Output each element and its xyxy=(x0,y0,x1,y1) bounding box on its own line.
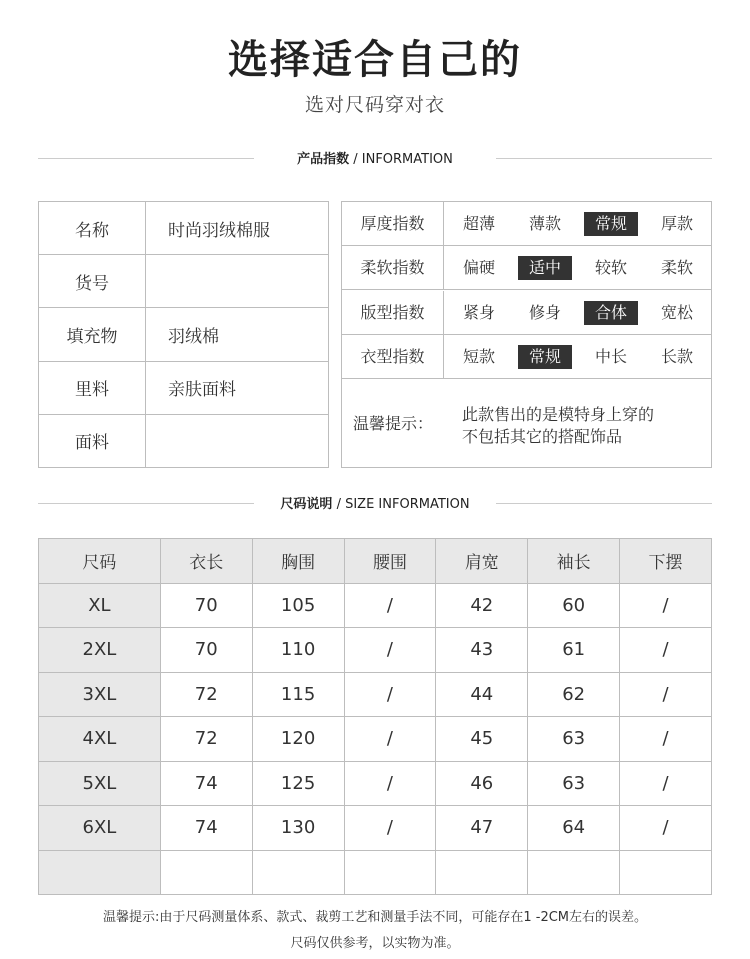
info-key: 面料 xyxy=(39,414,146,467)
measure-cell: 74 xyxy=(160,806,252,851)
info-value xyxy=(146,414,329,467)
measure-cell xyxy=(620,850,712,895)
measure-cell: 70 xyxy=(160,628,252,673)
measure-cell: 60 xyxy=(528,583,620,628)
measure-cell xyxy=(160,850,252,895)
section-title-en: / INFORMATION xyxy=(349,152,453,167)
index-option-selected: 适中 xyxy=(518,256,572,280)
column-header: 肩宽 xyxy=(436,539,528,584)
measure-cell: / xyxy=(344,806,436,851)
measure-cell: 45 xyxy=(436,717,528,762)
measure-cell: 63 xyxy=(528,717,620,762)
section-title-cn: 尺码说明 xyxy=(280,497,333,512)
tips-line: 此款售出的是模特身上穿的 xyxy=(462,405,655,424)
measure-cell: / xyxy=(620,761,712,806)
measure-cell: 115 xyxy=(252,672,344,717)
info-key: 里料 xyxy=(39,361,146,414)
index-row-thickness xyxy=(342,202,711,246)
size-cell: 3XL xyxy=(39,672,161,717)
column-header: 胸围 xyxy=(252,539,344,584)
measure-cell: / xyxy=(620,672,712,717)
index-row-length xyxy=(342,335,711,379)
measure-cell xyxy=(252,850,344,895)
info-value: 亲肤面料 xyxy=(146,361,329,414)
table-row xyxy=(39,308,329,361)
measure-cell: 61 xyxy=(528,628,620,673)
info-key: 填充物 xyxy=(39,308,146,361)
size-cell xyxy=(39,850,161,895)
measure-cell: / xyxy=(620,628,712,673)
index-label: 柔软指数 xyxy=(342,246,444,289)
index-option-selected: 合体 xyxy=(584,301,638,325)
measure-cell xyxy=(528,850,620,895)
index-option-selected: 常规 xyxy=(584,212,638,236)
index-option: 短款 xyxy=(462,347,495,366)
column-header: 尺码 xyxy=(39,539,161,584)
info-key: 名称 xyxy=(39,202,146,255)
measure-cell: 70 xyxy=(160,583,252,628)
column-header: 腰围 xyxy=(344,539,436,584)
index-option: 较软 xyxy=(594,258,627,277)
measure-cell: 43 xyxy=(436,628,528,673)
measure-cell: 125 xyxy=(252,761,344,806)
measure-cell: 120 xyxy=(252,717,344,762)
product-info-table xyxy=(38,201,329,468)
info-key: 货号 xyxy=(39,255,146,308)
divider-right xyxy=(496,158,712,159)
column-header: 袖长 xyxy=(528,539,620,584)
footer-note: 尺码仅供参考，以实物为准。 xyxy=(290,936,460,951)
table-row xyxy=(39,202,329,255)
table-row xyxy=(39,414,329,467)
page-subtitle: 选对尺码穿对衣 xyxy=(304,94,445,116)
size-section-header xyxy=(38,493,712,513)
product-index-panel xyxy=(341,201,712,468)
index-option: 宽松 xyxy=(660,303,693,322)
index-option: 厚款 xyxy=(660,214,693,233)
measure-cell: 62 xyxy=(528,672,620,717)
index-label: 版型指数 xyxy=(342,291,444,334)
measure-cell: 63 xyxy=(528,761,620,806)
measure-cell: 47 xyxy=(436,806,528,851)
column-header: 衣长 xyxy=(160,539,252,584)
product-section-header xyxy=(38,148,712,168)
table-row xyxy=(39,583,712,628)
size-table xyxy=(38,538,712,895)
measure-cell: 64 xyxy=(528,806,620,851)
table-row xyxy=(39,850,712,895)
tips-line: 不包括其它的搭配饰品 xyxy=(462,427,623,446)
info-value: 羽绒棉 xyxy=(146,308,329,361)
measure-cell: / xyxy=(344,583,436,628)
measure-cell: / xyxy=(620,806,712,851)
table-header-row xyxy=(39,539,712,584)
size-cell: 5XL xyxy=(39,761,161,806)
measure-cell: 110 xyxy=(252,628,344,673)
measure-cell: / xyxy=(344,717,436,762)
index-row-fit xyxy=(342,291,711,335)
index-option: 紧身 xyxy=(462,303,495,322)
divider-right xyxy=(496,503,712,504)
table-row xyxy=(39,628,712,673)
measure-cell: 72 xyxy=(160,672,252,717)
size-cell: XL xyxy=(39,583,161,628)
info-value xyxy=(146,255,329,308)
section-title-cn: 产品指数 xyxy=(297,152,350,167)
section-title-en: / SIZE INFORMATION xyxy=(332,497,470,512)
measure-cell: / xyxy=(344,628,436,673)
measure-cell: 42 xyxy=(436,583,528,628)
measure-cell: 130 xyxy=(252,806,344,851)
measure-cell xyxy=(344,850,436,895)
size-cell: 4XL xyxy=(39,717,161,762)
table-row xyxy=(39,806,712,851)
info-value: 时尚羽绒棉服 xyxy=(146,202,329,255)
index-option: 长款 xyxy=(660,347,693,366)
index-option: 薄款 xyxy=(528,214,561,233)
table-row xyxy=(39,717,712,762)
index-option: 偏硬 xyxy=(462,258,495,277)
index-option: 柔软 xyxy=(660,258,693,277)
table-row xyxy=(39,672,712,717)
measure-cell: 44 xyxy=(436,672,528,717)
tips-label: 温馨提示： xyxy=(352,414,433,433)
footer-note: 温馨提示:由于尺码测量体系、款式、裁剪工艺和测量手法不同，可能存在1 -2CM左右的误差。 xyxy=(102,910,648,925)
measure-cell xyxy=(436,850,528,895)
table-row xyxy=(39,761,712,806)
index-label: 衣型指数 xyxy=(342,335,444,378)
measure-cell: 46 xyxy=(436,761,528,806)
size-cell: 2XL xyxy=(39,628,161,673)
measure-cell: 74 xyxy=(160,761,252,806)
size-cell: 6XL xyxy=(39,806,161,851)
index-label: 厚度指数 xyxy=(342,202,444,245)
tips-block xyxy=(342,380,711,467)
measure-cell: 72 xyxy=(160,717,252,762)
table-row xyxy=(39,255,329,308)
measure-cell: / xyxy=(344,672,436,717)
index-row-softness xyxy=(342,246,711,290)
index-option: 超薄 xyxy=(462,214,495,233)
index-option-selected: 常规 xyxy=(518,345,572,369)
measure-cell: / xyxy=(620,717,712,762)
measure-cell: / xyxy=(344,761,436,806)
index-option: 中长 xyxy=(594,347,627,366)
measure-cell: 105 xyxy=(252,583,344,628)
measure-cell: / xyxy=(620,583,712,628)
column-header: 下摆 xyxy=(620,539,712,584)
page-title: 选择适合自己的 xyxy=(228,37,522,83)
tips-text xyxy=(462,404,702,448)
index-option: 修身 xyxy=(528,303,561,322)
table-row xyxy=(39,361,329,414)
